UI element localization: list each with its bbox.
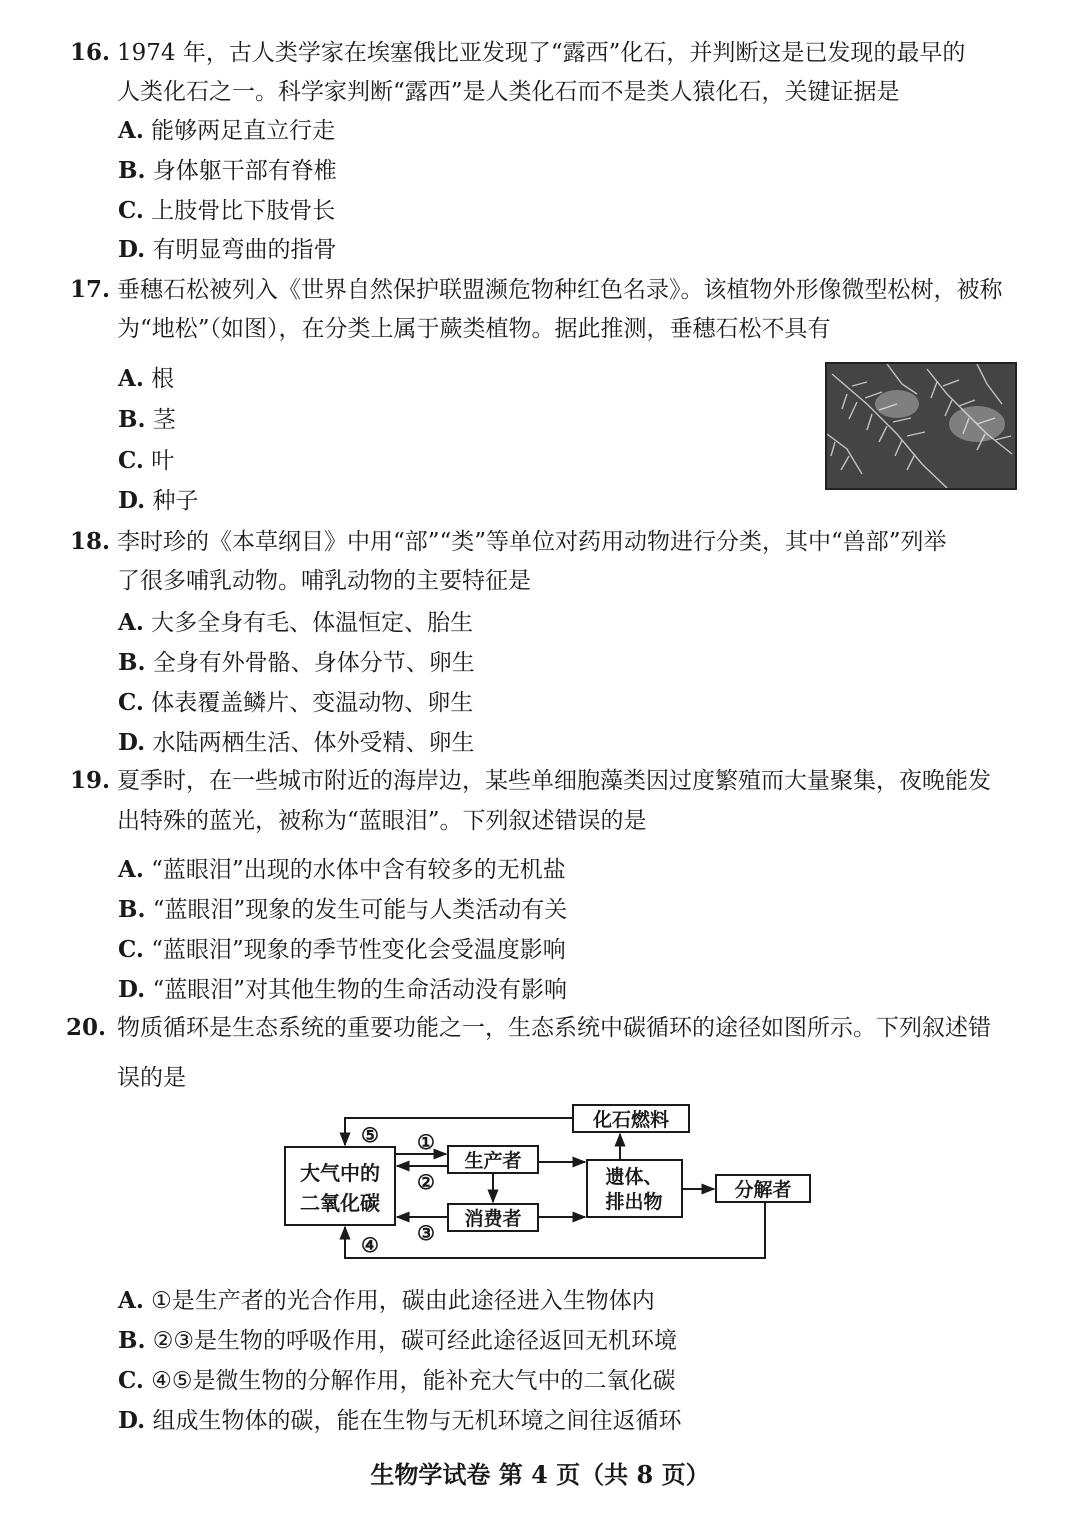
question-number: 16. — [70, 39, 111, 66]
option-b — [118, 895, 567, 925]
question-stem-line: 夏季时，在一些城市附近的海岸边，某些单细胞藻类因过度繁殖而大量聚集，夜晚能发 — [117, 768, 991, 794]
option-a — [118, 855, 566, 885]
option-b — [118, 156, 337, 186]
option-text: 有明显弯曲的指骨 — [152, 237, 337, 263]
option-a — [118, 1286, 655, 1316]
option-text: ④⑤是微生物的分解作用，能补充大气中的二氧化碳 — [151, 1368, 676, 1394]
option-b — [118, 405, 176, 435]
option-letter: A. — [118, 1287, 144, 1314]
option-text: 茎 — [152, 407, 176, 433]
option-c — [118, 935, 566, 965]
question-stem-line: 误的是 — [117, 1065, 186, 1091]
option-text: “蓝眼泪”对其他生物的生命活动没有影响 — [152, 977, 567, 1003]
fossil-fuel-label: 化石燃料 — [592, 1109, 670, 1131]
option-letter: A. — [118, 117, 144, 144]
option-text: “蓝眼泪”现象的发生可能与人类活动有关 — [152, 897, 568, 923]
question-stem-line: 为“地松”（如图），在分类上属于蕨类植物。据此推测，垂穗石松不具有 — [117, 316, 831, 342]
option-letter: C. — [118, 936, 144, 963]
label-5: ⑤ — [361, 1123, 379, 1147]
option-text: 种子 — [152, 488, 199, 514]
option-text: 能够两足直立行走 — [151, 118, 336, 144]
option-a — [118, 364, 174, 394]
option-letter: D. — [118, 976, 146, 1003]
option-letter: A. — [118, 365, 144, 392]
option-letter: D. — [118, 1407, 146, 1434]
option-b — [118, 648, 475, 678]
option-text: ①是生产者的光合作用，碳由此途径进入生物体内 — [151, 1288, 655, 1314]
consumer-label: 消费者 — [464, 1208, 522, 1230]
option-letter: B. — [118, 896, 146, 923]
option-letter: B. — [118, 1327, 146, 1354]
page-footer: 生物学试卷 第 4 页（共 8 页） — [370, 1460, 710, 1489]
option-text: 上肢骨比下肢骨长 — [151, 198, 336, 224]
question-number: 18. — [70, 528, 111, 555]
option-letter: A. — [118, 609, 144, 636]
question-stem-line: 李时珍的《本草纲目》中用“部”“类”等单位对药用动物进行分类，其中“兽部”列举 — [117, 529, 947, 555]
option-text: “蓝眼泪”出现的水体中含有较多的无机盐 — [151, 857, 566, 883]
option-d — [118, 486, 198, 516]
option-a — [118, 116, 335, 146]
option-letter: B. — [118, 649, 146, 676]
label-1: ① — [417, 1130, 435, 1154]
option-letter: C. — [118, 447, 144, 474]
option-d — [118, 235, 336, 265]
question-number: 17. — [70, 276, 111, 303]
label-4: ④ — [361, 1233, 379, 1257]
question-stem-line: 物质循环是生态系统的重要功能之一，生态系统中碳循环的途径如图所示。下列叙述错 — [117, 1015, 991, 1041]
option-c — [118, 446, 174, 476]
question-stem-line: 垂穗石松被列入《世界自然保护联盟濒危物种红色名录》。该植物外形像微型松树，被称 — [117, 277, 1003, 303]
option-text: 组成生物体的碳，能在生物与无机环境之间往返循环 — [152, 1408, 682, 1434]
question-stem-line: 了很多哺乳动物。哺乳动物的主要特征是 — [117, 568, 531, 594]
option-letter: C. — [118, 197, 144, 224]
producer-label: 生产者 — [464, 1150, 522, 1172]
arrow-4 — [345, 1202, 765, 1258]
option-text: 叶 — [151, 448, 175, 474]
question-number: 19. — [70, 767, 111, 794]
option-text: 大多全身有毛、体温恒定、胎生 — [151, 610, 474, 636]
option-a — [118, 608, 473, 638]
label-3: ③ — [417, 1221, 435, 1245]
remains-label-line1: 遗体、 — [605, 1166, 663, 1188]
atmosphere-label-line1: 大气中的 — [300, 1161, 380, 1185]
atmosphere-label-line2: 二氧化碳 — [300, 1191, 380, 1215]
option-text: ②③是生物的呼吸作用，碳可经此途径返回无机环境 — [152, 1328, 678, 1354]
label-2: ② — [417, 1170, 435, 1194]
option-text: 全身有外骨骼、身体分节、卵生 — [152, 650, 475, 676]
option-text: 水陆两栖生活、体外受精、卵生 — [152, 730, 475, 756]
option-letter: C. — [118, 1367, 144, 1394]
option-text: 身体躯干部有脊椎 — [152, 158, 337, 184]
question-number: 20. — [66, 1014, 107, 1041]
question-stem-line: 人类化石之一。科学家判断“露西”是人类化石而不是类人猿化石，关键证据是 — [117, 79, 900, 105]
arrow-5 — [345, 1118, 573, 1145]
remains-label-line2: 排出物 — [605, 1191, 663, 1213]
option-letter: D. — [118, 729, 146, 756]
decomposer-label: 分解者 — [734, 1179, 792, 1201]
option-letter: C. — [118, 689, 144, 716]
option-letter: D. — [118, 236, 146, 263]
option-letter: B. — [118, 157, 146, 184]
question-stem-line: 出特殊的蓝光，被称为“蓝眼泪”。下列叙述错误的是 — [117, 808, 647, 834]
option-letter: A. — [118, 856, 144, 883]
option-text: 体表覆盖鳞片、变温动物、卵生 — [151, 690, 474, 716]
option-c — [118, 1366, 675, 1396]
option-d — [118, 1406, 681, 1436]
option-c — [118, 196, 335, 226]
club-moss-photo — [825, 362, 1017, 490]
option-text: 根 — [151, 366, 175, 392]
carbon-cycle-diagram — [280, 1100, 820, 1270]
option-letter: D. — [118, 487, 146, 514]
option-b — [118, 1326, 677, 1356]
question-stem-line: 1974 年，古人类学家在埃塞俄比亚发现了“露西”化石，并判断这是已发现的最早的 — [117, 40, 966, 66]
option-letter: B. — [118, 406, 146, 433]
option-c — [118, 688, 473, 718]
option-d — [118, 975, 567, 1005]
option-d — [118, 728, 474, 758]
option-text: “蓝眼泪”现象的季节性变化会受温度影响 — [151, 937, 566, 963]
